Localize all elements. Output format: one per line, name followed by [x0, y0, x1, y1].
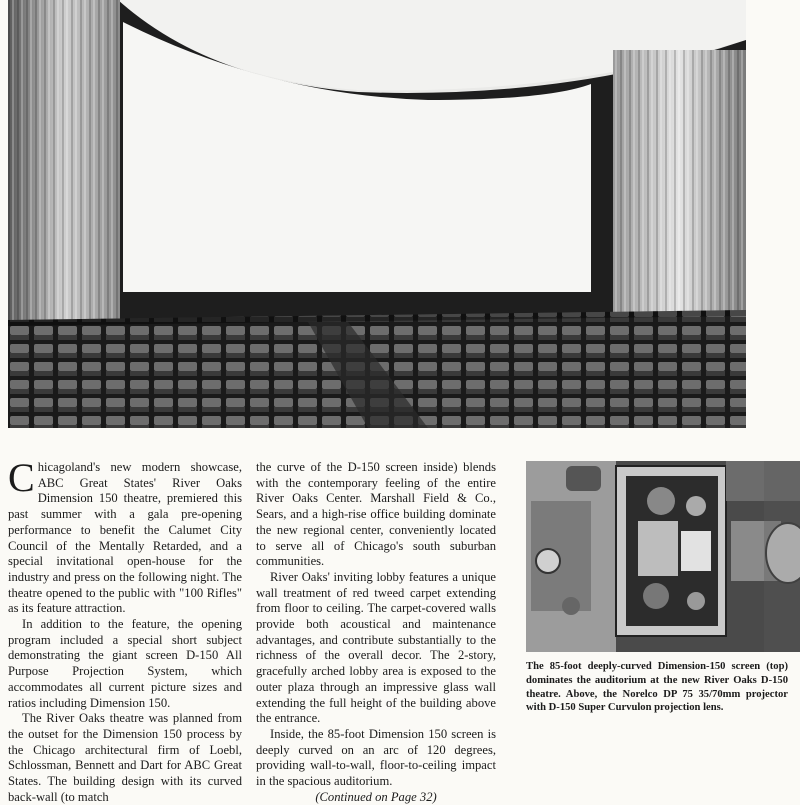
drop-cap: C [8, 455, 35, 500]
auditorium-photo [8, 0, 746, 428]
paragraph-text: hicagoland's new modern showcase, ABC Great States' River Oaks Dimension 150 theatre, premiered this past summer with a gala pre-opening performance to benefit the Calumet City Council of the Mentally Retarded, and a special invitational open-house for the industry and press on the following night. The theatre opened to the public with "100 Rifles" as its feature attraction. [8, 460, 242, 616]
article-column-2 [256, 460, 496, 805]
paragraph [8, 455, 242, 617]
paragraph: The River Oaks theatre was planned from the outset for the Dimension 150 process by the Chicago architectural firm of Loebl, Schlossman, Bennett and Dart for ABC Great States. The building design with its curved back-wall (to match [8, 711, 242, 804]
paragraph: River Oaks' inviting lobby features a unique wall treatment of red tweed carpet extending from floor to ceiling. The carpet-covered walls provide both acoustical and maintenance advantages, and contribute substantially to the richness of the overall decor. The 2-story, gracefully arched lobby area is exposed to the outer plaza through an impressive glass wall extending the full height of the building above the entrance. [256, 569, 496, 726]
continued-note: (Continued on Page 32) [315, 789, 437, 804]
projector-illustration [526, 461, 800, 652]
article-column-1 [8, 455, 242, 805]
auditorium-illustration [8, 0, 746, 428]
photo-caption: The 85-foot deeply-curved Dimension-150 screen (top) dominates the auditorium at the new River Oaks D-150 theatre. Above, the Norelco DP 75 35/70mm projector with D-150 Super Curvulon projection lens. [526, 661, 788, 714]
paragraph: In addition to the feature, the opening program included a special short subject demonstrating the giant screen D-150 All Purpose Projection System, which accommodates all current picture sizes and ratios including Dimension 150. [8, 617, 242, 710]
paragraph: the curve of the D-150 screen inside) blends with the contemporary feeling of the entire River Oaks Center. Marshall Field & Co., Sears, and a high-rise office building dominate the new regional center, conveniently located to serve all of Chicago's south suburban communities. [256, 460, 496, 569]
paragraph: Inside, the 85-foot Dimension 150 screen is deeply curved on an arc of 120 degrees, providing wall-to-wall, floor-to-ceiling impact in the spacious auditorium. [256, 726, 496, 789]
projector-photo [526, 461, 800, 652]
